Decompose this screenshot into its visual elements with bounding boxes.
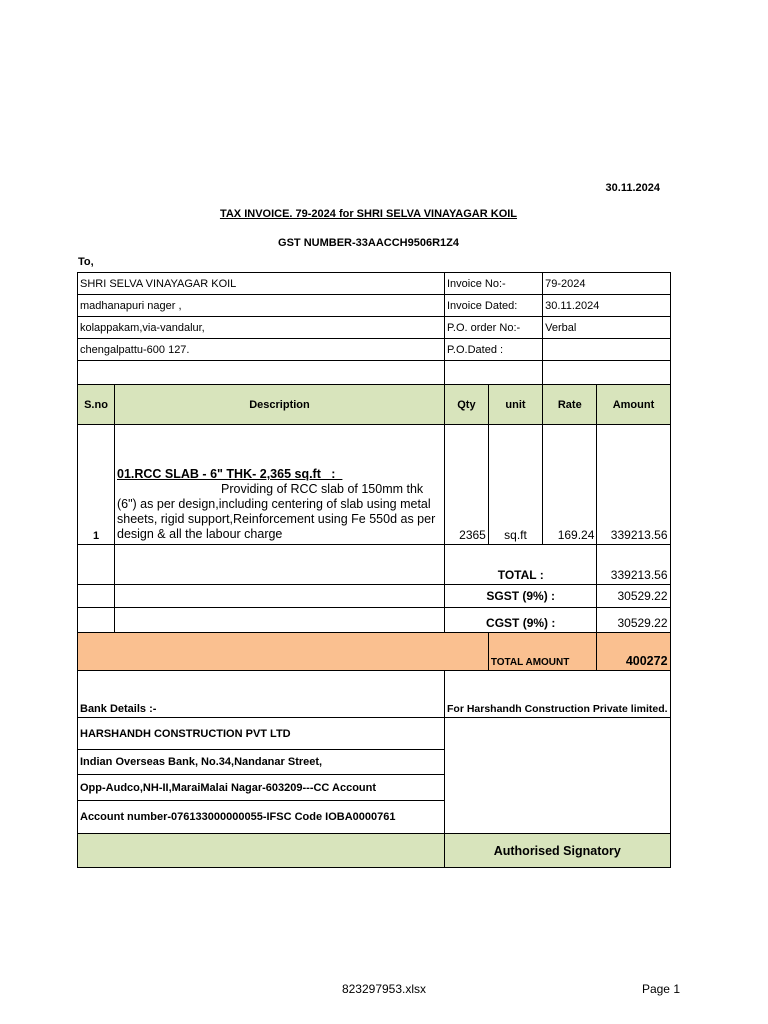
invoice-title: TAX INVOICE. 79-2024 for SHRI SELVA VINAYAGAR KOIL bbox=[219, 208, 518, 220]
invoice-table bbox=[77, 272, 671, 868]
signature-area bbox=[445, 718, 671, 834]
info-value: 79-2024 bbox=[543, 273, 670, 295]
empty-cell bbox=[115, 585, 445, 608]
address-line: SHRI SELVA VINAYAGAR KOIL bbox=[78, 273, 445, 295]
item-desc-text: Providing of RCC slab of 150mm thk (6") as per design,including centering of slab using metal sheets, rigid support,Reinforcement using Fe 550d as per design & all the labour charge bbox=[117, 482, 436, 541]
info-value: Verbal bbox=[543, 317, 670, 339]
bank-line: Indian Overseas Bank, No.34,Nandanar Street, bbox=[78, 750, 445, 775]
empty-cell bbox=[78, 608, 115, 633]
header-description: Description bbox=[115, 385, 445, 425]
invoice-date: 30.11.2024 bbox=[605, 182, 660, 194]
total-label: TOTAL : bbox=[445, 545, 597, 585]
empty-cell bbox=[78, 585, 115, 608]
total-amount-value: 400272 bbox=[597, 633, 670, 671]
header-unit: unit bbox=[488, 385, 542, 425]
item-description bbox=[115, 425, 445, 545]
cgst-value: 30529.22 bbox=[597, 608, 670, 633]
sgst-value: 30529.22 bbox=[597, 585, 670, 608]
footer-page: Page 1 bbox=[641, 982, 680, 996]
authorised-signatory: Authorised Signatory bbox=[445, 834, 671, 868]
bank-line: Account number-076133000000055-IFSC Code IOBA0000761 bbox=[78, 801, 445, 834]
for-company: For Harshandh Construction Private limited. bbox=[445, 671, 671, 718]
header-sno: S.no bbox=[78, 385, 115, 425]
info-value bbox=[543, 339, 670, 361]
bank-line: Opp-Audco,NH-II,MaraiMalai Nagar-603209---CC Account bbox=[78, 775, 445, 801]
info-label: P.O.Dated : bbox=[445, 339, 543, 361]
empty-cell bbox=[78, 361, 445, 385]
info-label: P.O. order No:- bbox=[445, 317, 543, 339]
bank-details-heading: Bank Details :- bbox=[78, 671, 445, 718]
item-title: 01.RCC SLAB - 6" THK- 2,365 sq.ft : bbox=[117, 467, 343, 481]
header-amount: Amount bbox=[597, 385, 670, 425]
header-qty: Qty bbox=[445, 385, 489, 425]
footer-filename: 823297953.xlsx bbox=[341, 982, 427, 996]
sgst-label: SGST (9%) : bbox=[445, 585, 597, 608]
total-amount-label: TOTAL AMOUNT bbox=[488, 633, 597, 671]
item-rate: 169.24 bbox=[543, 425, 597, 545]
empty-cell bbox=[78, 633, 489, 671]
info-value: 30.11.2024 bbox=[543, 295, 670, 317]
header-rate: Rate bbox=[543, 385, 597, 425]
address-line: chengalpattu-600 127. bbox=[78, 339, 445, 361]
bank-line: HARSHANDH CONSTRUCTION PVT LTD bbox=[78, 718, 445, 750]
empty-cell bbox=[445, 361, 543, 385]
item-qty: 2365 bbox=[445, 425, 489, 545]
info-label: Invoice Dated: bbox=[445, 295, 543, 317]
address-line: kolappakam,via-vandalur, bbox=[78, 317, 445, 339]
to-label: To, bbox=[78, 256, 94, 268]
empty-cell bbox=[78, 834, 445, 868]
gst-number: GST NUMBER-33AACCH9506R1Z4 bbox=[278, 237, 459, 249]
address-line: madhanapuri nager , bbox=[78, 295, 445, 317]
empty-cell bbox=[115, 608, 445, 633]
empty-cell bbox=[78, 545, 115, 585]
item-unit: sq.ft bbox=[488, 425, 542, 545]
cgst-label: CGST (9%) : bbox=[445, 608, 597, 633]
info-label: Invoice No:- bbox=[445, 273, 543, 295]
empty-cell bbox=[543, 361, 670, 385]
empty-cell bbox=[115, 545, 445, 585]
item-amount: 339213.56 bbox=[597, 425, 670, 545]
item-sno: 1 bbox=[78, 425, 115, 545]
total-value: 339213.56 bbox=[597, 545, 670, 585]
